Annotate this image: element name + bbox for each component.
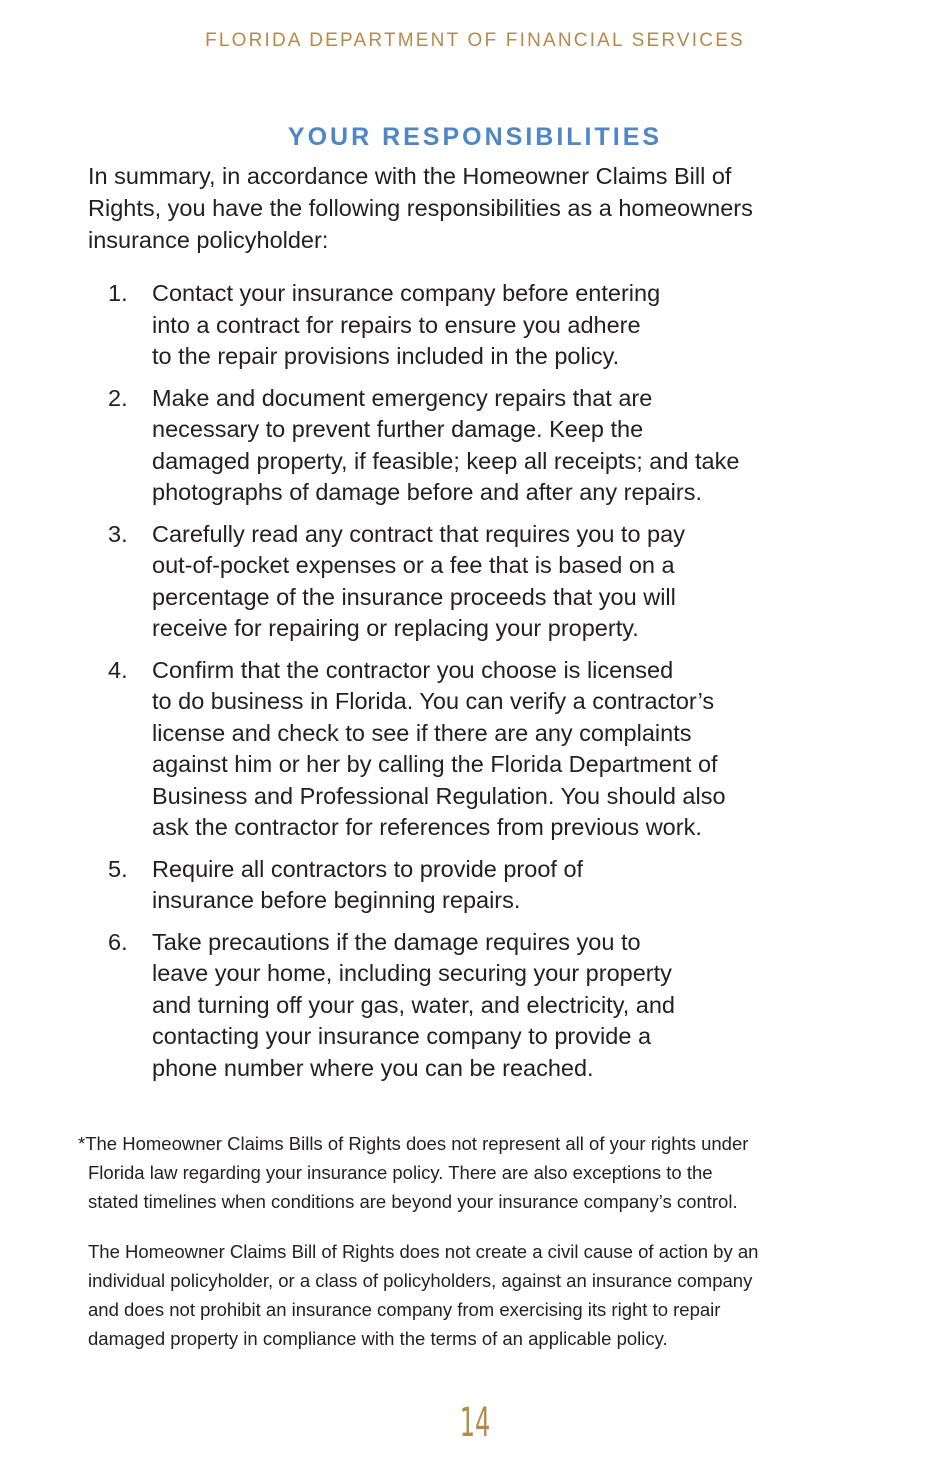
list-item bbox=[108, 927, 828, 1085]
intro-line: Rights, you have the following responsibilities as a homeowners bbox=[88, 195, 753, 221]
list-item-line: Confirm that the contractor you choose is licensed bbox=[152, 656, 674, 683]
list-item-line: to do business in Florida. You can verify a contractor’s bbox=[152, 688, 715, 714]
list-item-line: Carefully read any contract that requires you to pay bbox=[152, 520, 685, 547]
list-item bbox=[108, 383, 828, 509]
list-item-number: 5. bbox=[108, 855, 128, 882]
footnote-line: individual policyholder, or a class of policyholders, against an insurance company bbox=[88, 1270, 753, 1291]
list-item-line: out-of-pocket expenses or a fee that is based on a bbox=[152, 552, 675, 578]
list-item-line: receive for repairing or replacing your property. bbox=[152, 615, 639, 641]
list-item-line: Make and document emergency repairs that are bbox=[152, 384, 653, 411]
list-item-line: to the repair provisions included in the policy. bbox=[152, 343, 620, 369]
footnote-line: The Homeowner Claims Bill of Rights does not create a civil cause of action by an bbox=[88, 1241, 759, 1262]
intro-line: insurance policyholder: bbox=[88, 227, 329, 253]
list-item-line: damaged property, if feasible; keep all receipts; and take bbox=[152, 447, 740, 474]
page-header: FLORIDA DEPARTMENT OF FINANCIAL SERVICES bbox=[205, 30, 745, 51]
list-item-line: contacting your insurance company to provide a bbox=[152, 1023, 652, 1049]
list-item-number: 4. bbox=[108, 656, 128, 683]
list-item-line: insurance before beginning repairs. bbox=[152, 887, 521, 913]
list-item-line: and turning off your gas, water, and electricity, and bbox=[152, 991, 675, 1018]
list-item-line: phone number where you can be reached. bbox=[152, 1054, 594, 1081]
intro-paragraph bbox=[88, 160, 868, 256]
list-item-line: ask the contractor for references from previous work. bbox=[152, 814, 702, 840]
list-item bbox=[108, 519, 828, 645]
list-item-line: photographs of damage before and after any repairs. bbox=[152, 479, 703, 505]
responsibilities-list bbox=[108, 278, 828, 1094]
list-item bbox=[108, 854, 828, 917]
footnotes bbox=[78, 1129, 868, 1374]
list-item bbox=[108, 655, 828, 844]
intro-line: In summary, in accordance with the Homeowner Claims Bill of bbox=[88, 163, 732, 189]
list-item-line: into a contract for repairs to ensure you adhere bbox=[152, 311, 641, 338]
list-item-line: leave your home, including securing your property bbox=[152, 960, 672, 986]
list-item-line: against him or her by calling the Florida Department of bbox=[152, 751, 718, 777]
page-number: 14 bbox=[459, 1400, 491, 1446]
section-title: YOUR RESPONSIBILITIES bbox=[287, 123, 663, 151]
list-item-line: necessary to prevent further damage. Keep the bbox=[152, 416, 644, 442]
footnote-line: Florida law regarding your insurance policy. There are also exceptions to the bbox=[88, 1162, 713, 1183]
footnote-line: *The Homeowner Claims Bills of Rights does not represent all of your rights under bbox=[78, 1133, 749, 1154]
list-item-number: 3. bbox=[108, 520, 128, 547]
list-item-number: 1. bbox=[108, 280, 128, 306]
list-item-line: percentage of the insurance proceeds that you will bbox=[152, 583, 676, 610]
list-item-line: Require all contractors to provide proof of bbox=[152, 855, 584, 882]
footnote-line: stated timelines when conditions are beyond your insurance company’s control. bbox=[88, 1191, 738, 1212]
footnote-disclaimer bbox=[78, 1129, 868, 1216]
list-item-line: Take precautions if the damage requires you to bbox=[152, 928, 641, 955]
list-item-number: 6. bbox=[108, 928, 128, 955]
list-item bbox=[108, 278, 828, 373]
footnote-line: and does not prohibit an insurance company from exercising its right to repair bbox=[88, 1299, 721, 1320]
footnote-civil-action bbox=[78, 1237, 868, 1353]
list-item-line: Business and Professional Regulation. You should also bbox=[152, 782, 726, 809]
list-item-line: license and check to see if there are any complaints bbox=[152, 719, 692, 746]
footnote-line: damaged property in compliance with the terms of an applicable policy. bbox=[88, 1328, 668, 1349]
list-item-number: 2. bbox=[108, 384, 128, 411]
list-item-line: Contact your insurance company before entering bbox=[152, 280, 661, 306]
